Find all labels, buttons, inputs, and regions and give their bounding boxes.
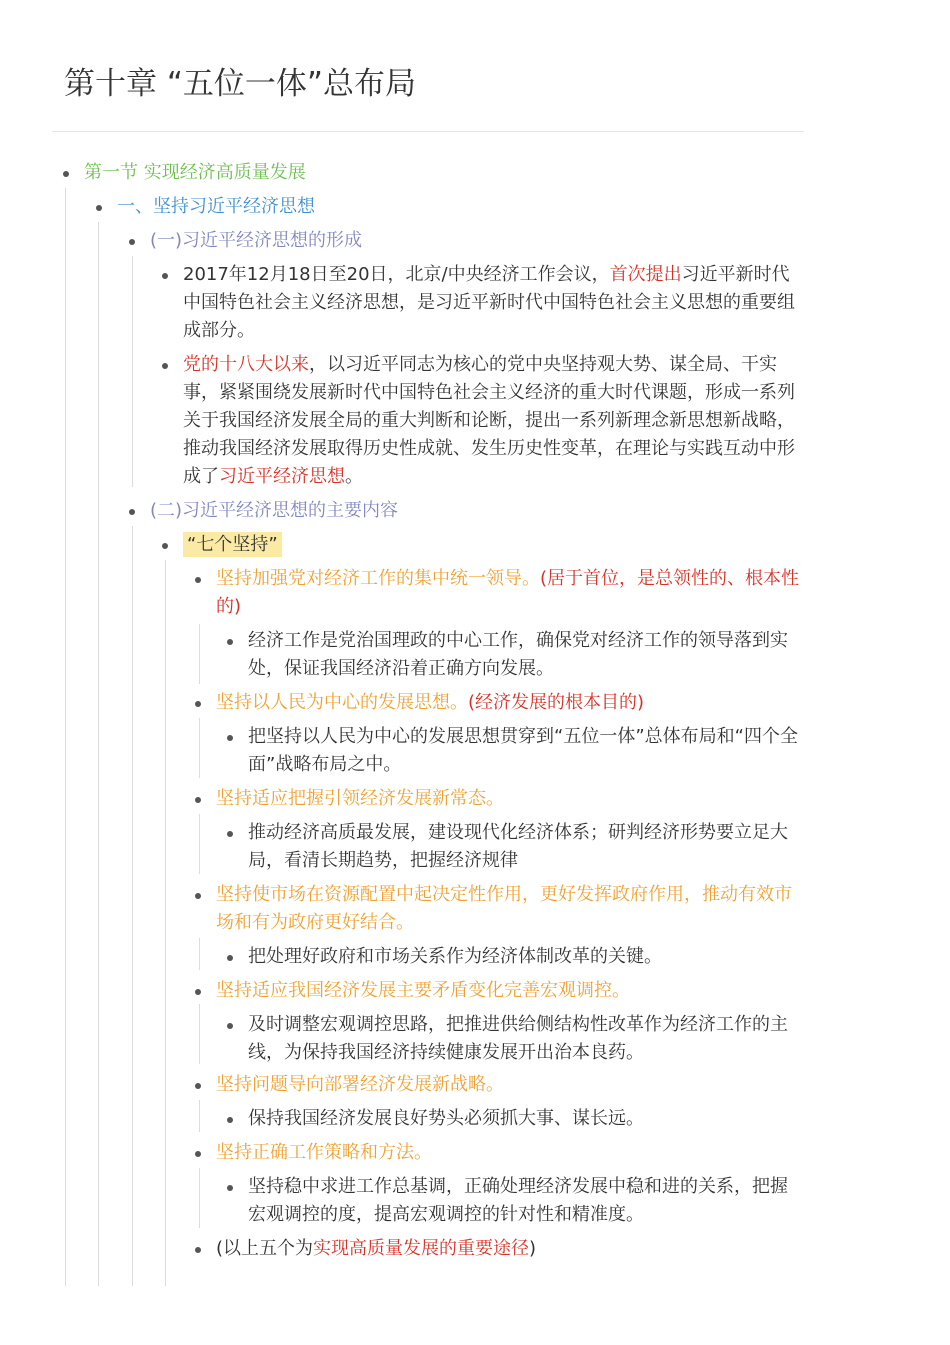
guide-line-point7 (199, 1168, 200, 1228)
bullet (63, 171, 69, 177)
list-item (248, 816, 798, 878)
list-item (216, 974, 804, 1008)
summary-text: (以上五个为 (216, 1238, 314, 1259)
list-item (216, 1232, 804, 1266)
point-label: 坚持适应把握引领经济发展新常态。 (216, 788, 504, 809)
guide-line-point4 (199, 938, 200, 970)
point-detail: 推动经济高质最发展，建设现代化经济体系；研判经济形势要立足大局，看清长期趋势，把握经济规律 (248, 822, 788, 871)
list-item (183, 528, 803, 562)
item-text: 习近平新时代中国特色社会主义经济思想，是习近平新时代中国特色社会主义思想的重要组成部分。 (183, 264, 795, 341)
bullet (195, 797, 201, 803)
list-item (150, 224, 804, 258)
bullet (129, 239, 135, 245)
bullet (227, 639, 233, 645)
point-detail: 及时调整宏观调控思路，把推进供给侧结构性改革作为经济工作的主线，为保持我国经济持续健康发展开出治本良药。 (248, 1014, 788, 1063)
bullet (195, 1247, 201, 1253)
item-text: 。 (345, 466, 363, 487)
bullet (227, 1023, 233, 1029)
item-emphasis: 党的十八大以来 (183, 354, 309, 375)
guide-line-point2 (199, 718, 200, 778)
list-item (117, 190, 804, 224)
point-detail: 坚持稳中求进工作总基调，正确处理经济发展中稳和进的关系，把握宏观调控的度，提高宏观调控的针对性和精准度。 (248, 1176, 788, 1225)
list-item (216, 686, 804, 720)
bullet (96, 205, 102, 211)
item-emphasis: 首次提出 (609, 264, 682, 285)
bullet (227, 735, 233, 741)
bullet (195, 701, 201, 707)
point-note: (居于首位，是总领性的、根本性的) (216, 568, 800, 617)
part-heading: (一)习近平经济思想的形成 (150, 230, 363, 251)
guide-line-level1 (65, 188, 66, 1286)
point-label: 坚持正确工作策略和方法。 (216, 1142, 432, 1163)
bullet (195, 1083, 201, 1089)
subsection-heading: 一、坚持习近平经济思想 (117, 196, 315, 217)
summary-emphasis: 实现高质量发展的重要途径 (313, 1238, 530, 1259)
guide-line-point1 (199, 624, 200, 684)
list-item (216, 878, 804, 940)
list-item (248, 720, 798, 782)
list-item (216, 562, 804, 624)
point-detail: 经济工作是党治国理政的中心工作，确保党对经济工作的领导落到实处，保证我国经济沿着正确方向发展。 (248, 630, 788, 679)
guide-line-point3 (199, 814, 200, 874)
bullet (227, 1185, 233, 1191)
list-item (248, 1008, 798, 1070)
guide-line-level3b (132, 526, 133, 1286)
list-item (248, 940, 798, 974)
list-item (248, 624, 798, 686)
guide-line-point6 (199, 1100, 200, 1132)
guide-line-point5 (199, 1004, 200, 1064)
bullet (227, 1117, 233, 1123)
point-note: (经济发展的根本目的) (468, 692, 645, 713)
summary-text: ) (529, 1238, 537, 1259)
bullet (162, 273, 168, 279)
list-item (248, 1170, 798, 1232)
point-detail: 把处理好政府和市场关系作为经济体制改革的关键。 (248, 946, 662, 967)
guide-line-level4 (165, 560, 166, 1286)
list-item (216, 1068, 804, 1102)
list-item (84, 156, 804, 190)
list-item (150, 494, 804, 528)
bullet (195, 577, 201, 583)
bullet (227, 955, 233, 961)
bullet (195, 1151, 201, 1157)
guide-line-level2 (98, 222, 99, 1286)
list-item (183, 348, 803, 494)
point-detail: 把坚持以人民为中心的发展思想贯穿到“五位一体”总体布局和“四个全面”战略布局之中。 (248, 726, 798, 775)
bullet (195, 989, 201, 995)
point-label: 坚持问题导向部署经济发展新战略。 (216, 1074, 504, 1095)
item-emphasis: 习近平经济思想 (219, 466, 345, 487)
list-item (248, 1102, 798, 1136)
highlight-badge: “七个坚持” (183, 532, 282, 557)
part-heading: (二)习近平经济思想的主要内容 (150, 500, 399, 521)
bullet (195, 893, 201, 899)
point-label: 坚持以人民为中心的发展思想。 (216, 692, 468, 713)
point-label: 坚持使市场在资源配置中起决定性作用，更好发挥政府作用，推动有效市场和有为政府更好结合。 (216, 884, 792, 933)
list-item (183, 258, 803, 348)
point-label: 坚持适应我国经济发展主要矛盾变化完善宏观调控。 (216, 980, 630, 1001)
point-detail: 保持我国经济发展良好势头必须抓大事、谋长远。 (248, 1108, 644, 1129)
title-divider (52, 131, 804, 132)
item-text: 2017年12月18日至20日，北京/中央经济工作会议， (183, 264, 610, 285)
bullet (162, 543, 168, 549)
list-item (216, 1136, 804, 1170)
guide-line-level3a (132, 256, 133, 487)
bullet (227, 831, 233, 837)
bullet (162, 363, 168, 369)
point-label: 坚持加强党对经济工作的集中统一领导。 (216, 568, 540, 589)
item-text: ，以习近平同志为核心的党中央坚持观大势、谋全局、干实事，紧紧围绕发展新时代中国特色社会主义经济的重大时代课题，形成一系列关于我国经济发展全局的重大判断和论断，提出一系列新理念新思想新战略，推动我国经济发展取得历史性成就、发生历史性变革，在理论与实践互动中形成了 (183, 354, 795, 487)
bullet (129, 509, 135, 515)
page-title: 第十章 “五位一体”总布局 (64, 66, 416, 102)
section-heading: 第一节 实现经济高质量发展 (84, 162, 306, 183)
list-item (216, 782, 804, 816)
